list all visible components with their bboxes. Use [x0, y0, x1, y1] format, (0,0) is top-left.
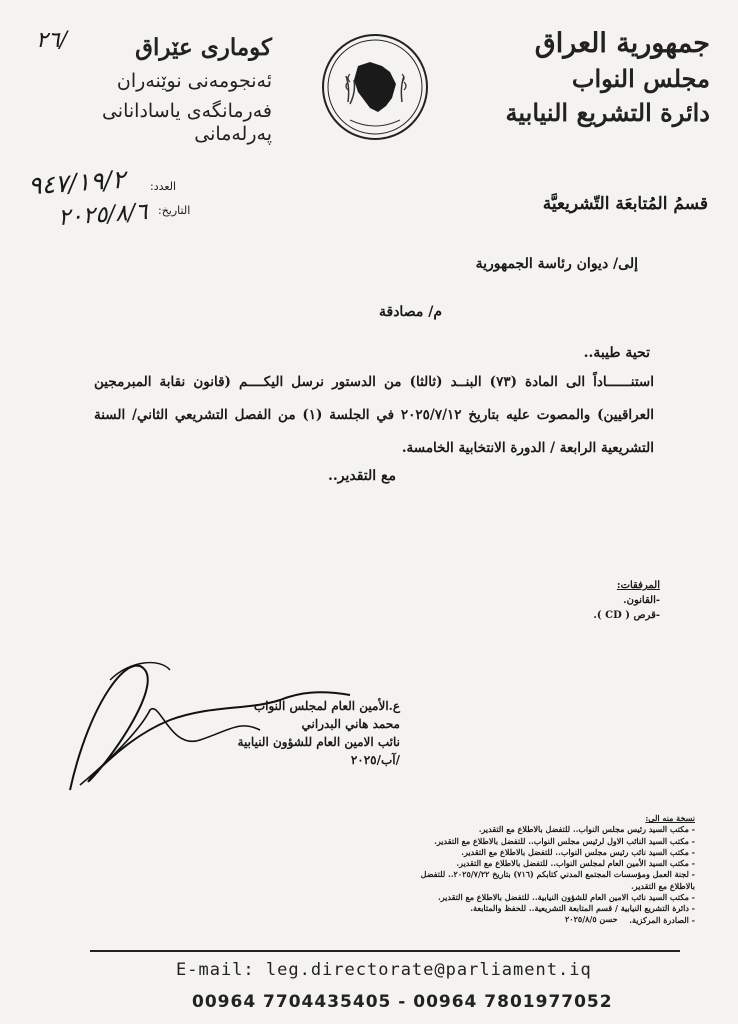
iraq-map-emblem-icon [320, 32, 430, 142]
kurdish-letterhead [32, 34, 272, 146]
arabic-letterhead [490, 28, 710, 126]
signatory-title: ع.الأمين العام لمجلس النواب [253, 699, 400, 713]
letterhead-directorate: دائرة التشريع النيابية [505, 97, 710, 127]
copies-item: - مكتب السيد النائب الاول لرئيس مجلس النواب.. للتفضل بالاطلاع مع التقدير. [434, 835, 695, 846]
handwritten-corner-mark: ٢٦/ [36, 28, 68, 53]
recipient: إلى/ ديوان رئاسة الجمهورية [475, 256, 638, 272]
section-name: قسمُ المُتابعَة التّشريعيَّة [542, 194, 708, 214]
number-label: العدد: [150, 180, 177, 193]
copies-item: - مكتب السيد نائب الامين العام للشؤون النيابية.. للتفضل بالاطلاع مع التقدير. [437, 892, 695, 903]
kurdish-council: ئه‌نجومه‌نی نوێنه‌ران [116, 69, 272, 92]
letterhead-country: جمهورية العراق [534, 28, 710, 59]
signatory-role: نائب الامين العام للشؤون النيابية [237, 735, 400, 749]
closing-regards: مع التقدير.. [327, 468, 396, 484]
footer-divider [90, 950, 680, 952]
footer-email: E-mail: leg.directorate@parliament.iq [176, 960, 592, 980]
copies-item: - مكتب السيد رئيس مجلس النواب.. للتفضل بالاطلاع مع التقدير. [478, 824, 695, 835]
copies-item: - الصادرة المركزية. [629, 914, 695, 925]
copies-item: - مكتب السيد نائب رئيس مجلس النواب.. للتفضل بالاطلاع مع التقدير. [461, 846, 695, 857]
signatory-block [180, 697, 400, 769]
signatory-name: محمد هاني البدراني [301, 717, 400, 731]
footer-phones: 00964 7704435405 - 00964 7801977052 [192, 992, 613, 1012]
copies-item: - لجنة العمل ومؤسسات المجتمع المدني كتابكم (٧١٦) بتاريخ ٢٠٢٥/٧/٢٢.. للتفضل بالاطلاع مع التقدير. [420, 869, 695, 891]
greeting: تحية طيبة.. [583, 345, 650, 361]
parliament-emblem [320, 32, 430, 142]
copies-item: - دائرة التشريع النيابية / قسم المتابعة التشريعية.. للحفظ والمتابعة. [470, 903, 695, 914]
letter-number-handwritten: ٩٤٧/١٩/٢ [27, 164, 127, 201]
attachments [570, 578, 660, 623]
copies-list [405, 813, 695, 926]
letter-date-handwritten: ٢٠٢٥/٨/٦ [57, 198, 149, 232]
copies-item: - مكتب السيد الأمين العام لمجلس النواب.. للتفضل بالاطلاع مع التقدير. [456, 858, 695, 869]
letterhead-council: مجلس النواب [571, 64, 710, 94]
kurdish-directorate: فه‌رمانگه‌ی یاسادانانی په‌رله‌مانی [101, 100, 272, 146]
copies-title: نسخة منه الى: [645, 813, 695, 823]
copies-footer-date: حسن ٢٠٢٥/٨/٥ [565, 914, 618, 924]
attachment-item: -القانون. [623, 595, 660, 606]
kurdish-country: کوماری عێراق [135, 34, 272, 61]
attachment-item: -قرص ( CD ). [593, 610, 660, 621]
subject: م/ مصادقة [379, 304, 442, 320]
letter-body: استنــــــاداً الى المادة (٧٣) البنــد (ثالثا) من الدستور نرسل اليكــــم (قانون نقابة المبرمجين العراقيين) والمصوت عليه بتاريخ ٢٠٢٥/٧/١٢ في الجلسة (١) من الفصل التشريعي الثاني/ السنة التشريعية الرابعة / الدورة الانتخابية الخامسة. [94, 374, 654, 456]
date-label: التاريخ: [158, 204, 191, 217]
attachments-title: المرفقات: [616, 580, 660, 591]
signatory-date: /آب/٢٠٢٥ [350, 753, 400, 767]
